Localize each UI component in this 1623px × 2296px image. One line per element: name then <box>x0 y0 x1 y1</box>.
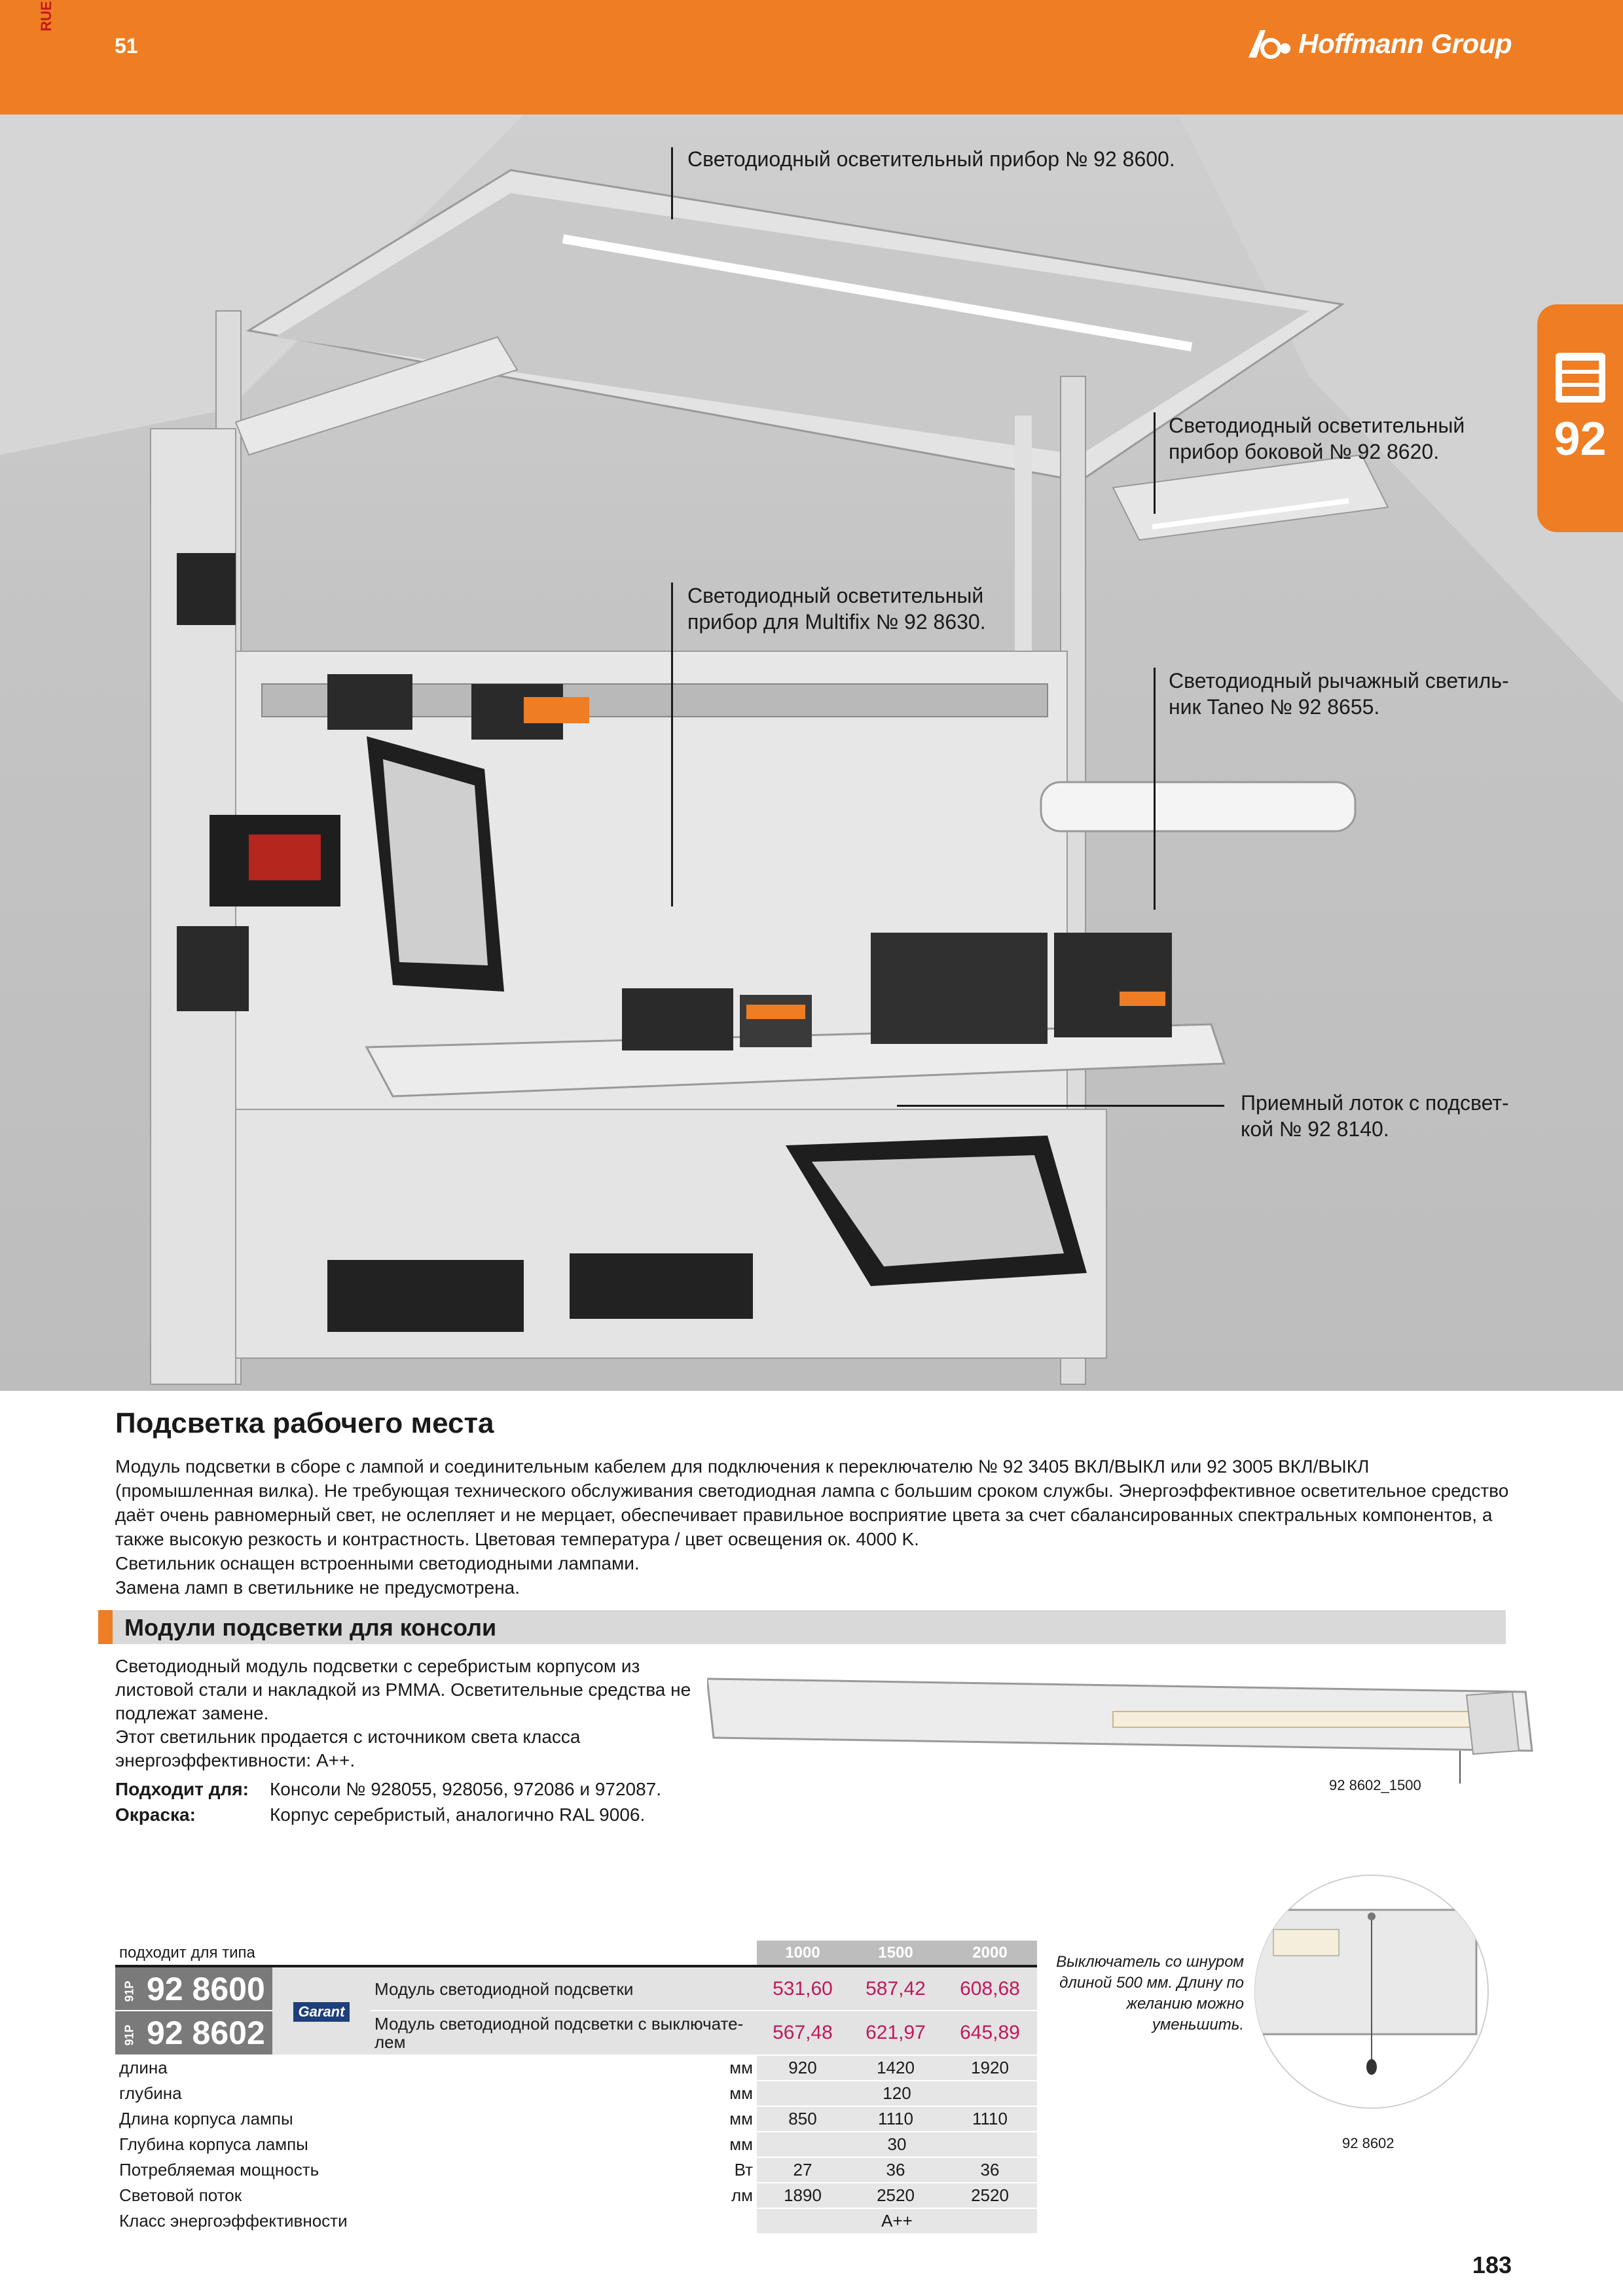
callout-line <box>1154 668 1156 910</box>
color-label: Окраска: <box>115 1804 196 1825</box>
spec-value: 1890 <box>757 2183 848 2208</box>
spec-name: Световой поток <box>115 2183 371 2208</box>
spec-row <box>115 2081 1037 2106</box>
hoffmann-logo-icon <box>1246 27 1292 60</box>
switch-note: Выключатель со шнуром длиной 500 мм. Длину по желанию можно уменьшить. <box>1056 1953 1244 2034</box>
intro-line: Замена ламп в светильнике не предусмотрена. <box>115 1577 520 1598</box>
spec-unit: мм <box>371 2055 757 2081</box>
spec-row <box>115 2157 1037 2183</box>
spec-value: A++ <box>757 2208 1037 2234</box>
price: 587,42 <box>848 1966 943 2011</box>
product-image <box>707 1666 1552 1790</box>
spec-value: 2520 <box>943 2183 1037 2208</box>
drawer-cabinet-icon <box>1553 350 1608 405</box>
size-header: 1500 <box>848 1941 943 1966</box>
price: 567,48 <box>757 2011 848 2055</box>
section-description <box>115 1655 691 1772</box>
spec-value: 920 <box>757 2055 848 2081</box>
article-value: 92 8602 <box>147 2015 265 2051</box>
fits-value: Консоли № 928055, 928056, 972086 и 972087. <box>270 1779 662 1799</box>
spec-row <box>115 2055 1037 2081</box>
header-bar <box>0 0 1623 115</box>
section-header <box>98 1610 1506 1644</box>
language-code: RUE <box>38 1 54 31</box>
spec-unit: мм <box>371 2132 757 2157</box>
intro-line: Светильник оснащен встроенными светодиодными лампами. <box>115 1553 640 1573</box>
callout-line <box>671 583 673 906</box>
intro-paragraph: Модуль подсветки в сборе с лампой и соединительным кабелем для подключения к переключателю № 92 3405 ВКЛ/ВЫКЛ или 92 3005 ВКЛ/ВЫКЛ (промышленная вилка). Не требующая технического обслуживания светодиодная лампа с большим сроком службы. Энергоэффективное осветительное средство даёт очень равномерный свет, не ослепляет и не мерцает, обеспечивает правильное восприятие цвета за счет сбалансированных спектральных компонентов, а также высокую резкость и контрастность. Цветовая температура / цвет освещения ок. 4000 K. <box>115 1456 1509 1549</box>
spec-value: 30 <box>757 2132 1037 2157</box>
page-number-top: 51 <box>115 34 138 58</box>
price: 621,97 <box>848 2011 943 2055</box>
spec-value: 850 <box>757 2106 848 2132</box>
spec-row <box>115 2183 1037 2208</box>
article-value: 92 8600 <box>147 1970 265 2007</box>
table-header-row <box>115 1941 1037 1966</box>
detail-image <box>1254 1871 1489 2113</box>
spec-unit: мм <box>371 2081 757 2106</box>
spec-name: Длина корпуса лампы <box>115 2106 371 2132</box>
spec-row <box>115 2208 1037 2234</box>
color-value: Корпус серебристый, аналогично RAL 9006. <box>270 1804 646 1825</box>
callout-taneo-light: Светодиодный рычажный светиль-ник Taneo № 92 8655. <box>1169 669 1509 719</box>
size-header: 1000 <box>757 1941 848 1966</box>
spec-unit: лм <box>371 2183 757 2208</box>
workstation-illustration <box>0 115 1623 1391</box>
price: 531,60 <box>757 1966 848 2011</box>
spec-name: Класс энергоэффективности <box>115 2208 371 2234</box>
spec-value: 120 <box>757 2081 1037 2106</box>
spec-value: 2520 <box>848 2183 943 2208</box>
fits-row <box>115 1779 661 1800</box>
spec-name: Глубина корпуса лампы <box>115 2132 371 2157</box>
product-image-caption: 92 8602_1500 <box>1329 1777 1421 1793</box>
size-header: 2000 <box>943 1941 1037 1966</box>
callout-top-light: Светодиодный осветительный прибор № 92 8600. <box>687 147 1175 171</box>
description-paragraph: Светодиодный модуль подсветки с серебристым корпусом из листовой стали и накладкой из PMMA. Осветительные средства не подлежат замене. <box>115 1656 691 1723</box>
price: 645,89 <box>943 2011 1037 2055</box>
product-name: Модуль светодиодной подсветки с выключате-лем <box>371 2011 757 2055</box>
intro-text <box>115 1454 1510 1600</box>
section-title: Модули подсветки для консоли <box>124 1614 497 1641</box>
description-paragraph: Этот светильник продается с источником света класса энергоэффективности: A++. <box>115 1727 581 1770</box>
brand-logo <box>1246 27 1512 60</box>
price: 608,68 <box>943 1966 1037 2011</box>
product-row[interactable] <box>115 2011 1037 2055</box>
article-number[interactable] <box>115 2011 272 2055</box>
article-prefix: 91P <box>122 1981 136 2002</box>
page-title: Подсветка рабочего места <box>115 1407 494 1439</box>
spec-value: 1920 <box>943 2055 1037 2081</box>
callout-tray-light: Приемный лоток с подсвет-кой № 92 8140. <box>1241 1091 1509 1141</box>
product-name: Модуль светодиодной подсветки <box>371 1966 757 2011</box>
brand-badge-cell <box>272 1966 371 2055</box>
workstation-photo <box>0 115 1623 1391</box>
product-row[interactable] <box>115 1966 1037 2011</box>
detail-image-caption: 92 8602 <box>1342 2135 1395 2151</box>
callout-side-light: Светодиодный осветительный прибор боковой № 92 8620. <box>1169 414 1465 463</box>
chapter-number: 92 <box>1554 413 1607 465</box>
spec-name: длина <box>115 2055 371 2081</box>
callout-line <box>1154 412 1156 514</box>
callout-line <box>671 147 673 219</box>
spec-name: Потребляемая мощность <box>115 2157 371 2183</box>
product-table <box>115 1941 1037 2234</box>
fits-label: Подходит для: <box>115 1779 249 1799</box>
callout-line <box>897 1105 1224 1107</box>
article-prefix: 91P <box>122 2024 136 2046</box>
spec-unit: мм <box>371 2106 757 2132</box>
garant-badge: Garant <box>293 2002 350 2022</box>
article-number[interactable] <box>115 1966 272 2011</box>
spec-value: 1420 <box>848 2055 943 2081</box>
spec-value: 36 <box>848 2157 943 2183</box>
spec-value: 1110 <box>848 2106 943 2132</box>
callout-multifix-light: Светодиодный осветительный прибор для Multifix № 92 8630. <box>687 584 986 634</box>
spec-name: глубина <box>115 2081 371 2106</box>
page-number-bottom: 183 <box>1472 2251 1512 2278</box>
chapter-tab[interactable] <box>1537 304 1623 532</box>
spec-unit <box>371 2208 757 2234</box>
spec-row <box>115 2132 1037 2157</box>
brand-name: Hoffmann Group <box>1298 28 1512 59</box>
spec-value: 1110 <box>943 2106 1037 2132</box>
spec-value: 36 <box>943 2157 1037 2183</box>
spec-value: 27 <box>757 2157 848 2183</box>
spec-row <box>115 2106 1037 2132</box>
header-label: подходит для типа <box>115 1941 757 1966</box>
spec-unit: Вт <box>371 2157 757 2183</box>
color-row <box>115 1804 645 1825</box>
